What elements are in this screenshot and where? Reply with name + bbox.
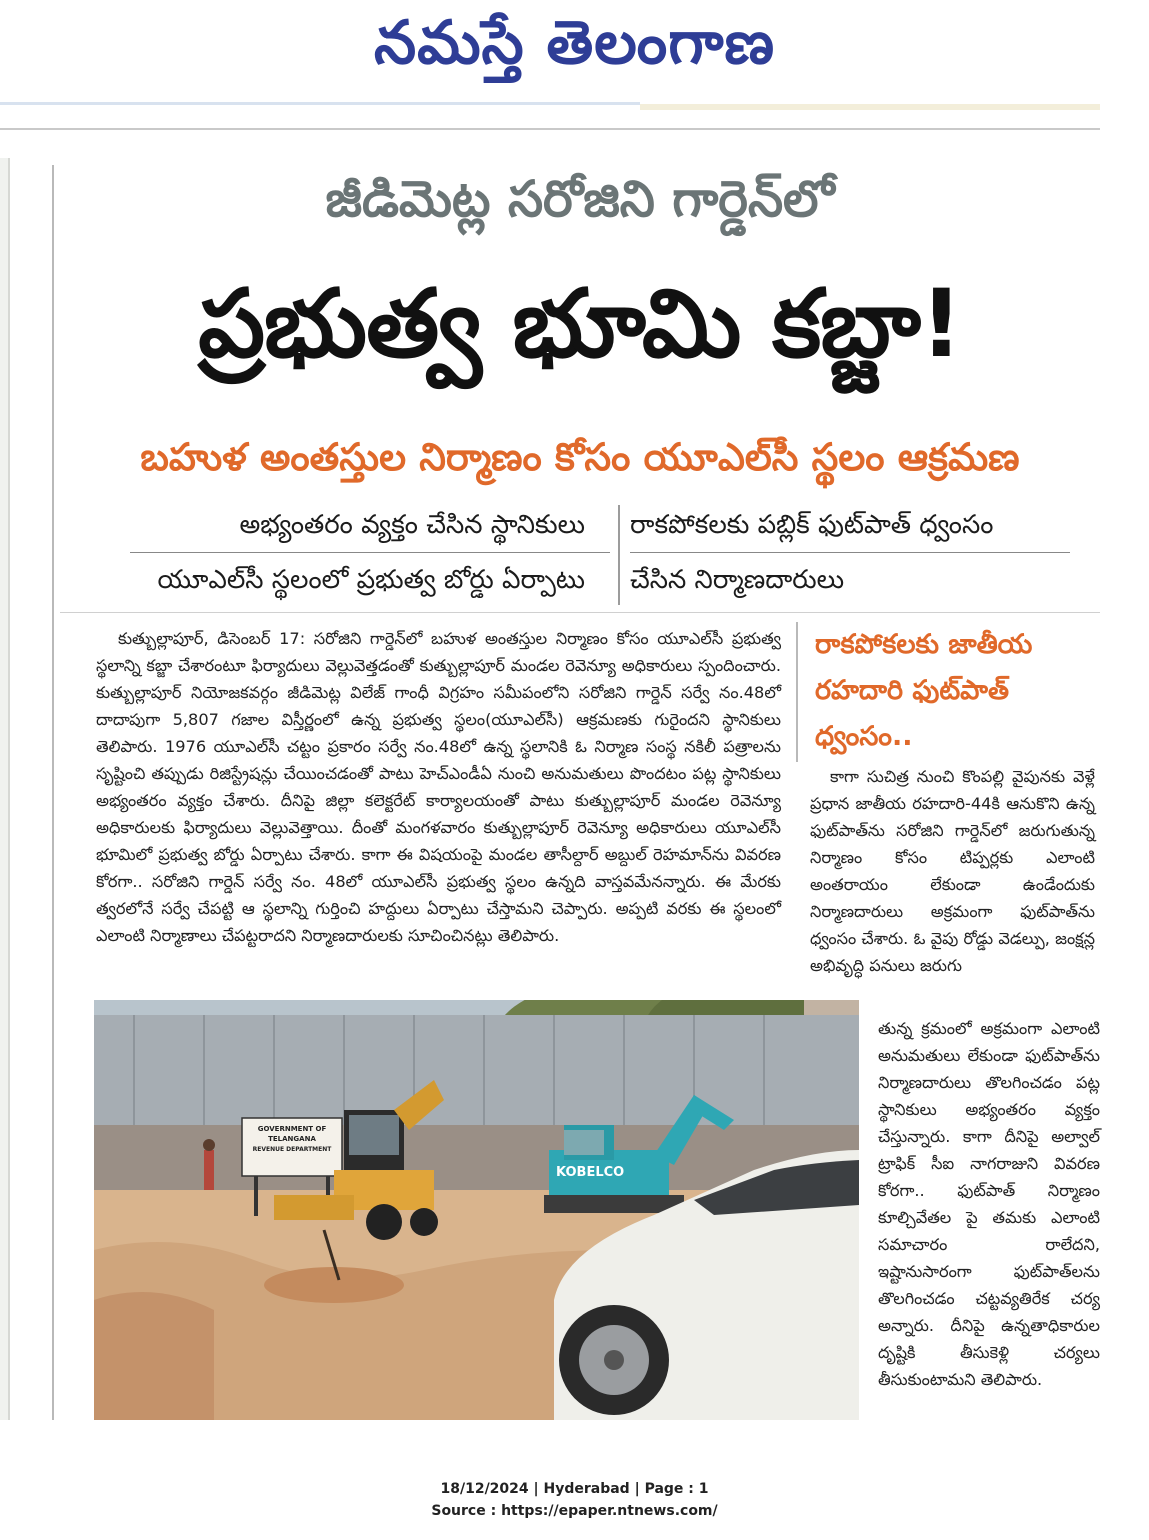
article-body: [96, 625, 781, 949]
divider: [60, 612, 1100, 613]
article-paragraph: కుత్బుల్లాపూర్, డిసెంబర్ 17: సరోజిని గార్డెన్‌లో బహుళ అంతస్తుల నిర్మాణం కోసం యూఎల్‌సీ ప్రభుత్వ స్థలాన్ని కబ్జా చేశారంటూ ఫిర్యాదులు వెల్లువెత్తడంతో కుత్బుల్లాపూర్ మండల రెవెన్యూ అధికారులు స్పందించారు. కుత్బుల్లాపూర్ నియోజకవర్గం జీడిమెట్ల విలేజ్ గాంధీ విగ్రహం సమీపంలోని సరోజిని గార్డెన్ సర్వే నం.48లో దాదాపుగా 5,807 గజాల విస్తీర్ణంలో ఉన్న ప్రభుత్వ స్థలం(యూఎల్‌సీ) ఆక్రమణకు గురైందని స్థానికులు తెలిపారు. 1976 యూఎల్‌సీ చట్టం ప్రకారం సర్వే నం.48లో ఉన్న స్థలానికి ఓ నిర్మాణ సంస్థ నకిలీ పత్రాలను సృష్టించి తప్పుడు రిజిస్ట్రేషన్లు చేయించడంతో పాటు హెచ్ఎండీఏ నుంచి అనుమతులు పొందటం పట్ల స్థానికులు అభ్యంతరం వ్యక్తం చేశారు. దీనిపై జిల్లా కలెక్టరేట్ కార్యాలయంతో పాటు కుత్బుల్లాపూర్ మండల రెవెన్యూ అధికారులకు ఫిర్యాదులు వెల్లువెత్తాయి. దీంతో మంగళవారం కుత్బుల్లాపూర్ రెవెన్యూ అధికారులు యూఎల్‌సీ భూమిలో ప్రభుత్వ బోర్డు ఏర్పాటు చేశారు. కాగా ఈ విషయంపై మండల తాసీల్దార్ అబ్దుల్ రెహమాన్‌ను వివరణ కోరగా.. సరోజిని గార్డెన్ సర్వే నం. 48లో యూఎల్‌సీ ప్రభుత్వ స్థలం ఉన్నది వాస్తవమేనన్నారు. ఈ మేరకు త్వరలోనే సర్వే చేపట్టి ఆ స్థలాన్ని గుర్తించి హద్దులు ఏర్పాటు చేస్తామని చెప్పారు. అప్పటి వరకు ఈ స్థలంలో ఎలాంటి నిర్మాణాలు చేపట్టరాదని నిర్మాణదారులకు సూచించినట్లు తెలిపారు.: [96, 629, 781, 945]
edition-info: 18/12/2024 | Hyderabad | Page : 1: [440, 1481, 709, 1497]
article-headline: ప్రభుత్వ భూమి కబ్జా!: [198, 270, 962, 379]
highlight-point: అభ్యంతరం వ్యక్తం చేసిన స్థానికులు: [239, 510, 585, 540]
sidebar-title-line: రహదారి ఫుట్‌పాత్: [815, 675, 1010, 706]
board-line: REVENUE DEPARTMENT: [252, 1146, 332, 1153]
board-line: TELANGANA: [268, 1135, 316, 1143]
sidebar-title-line: ధ్వంసం..: [815, 721, 913, 752]
highlight-point: చేసిన నిర్మాణదారులు: [630, 565, 845, 595]
highlight-point: యూఎల్‌సీ స్థలంలో ప్రభుత్వ బోర్డు ఏర్పాటు: [157, 565, 585, 595]
masthead-rule-accent: [640, 104, 1100, 110]
source-link[interactable]: Source : https://epaper.ntnews.com/: [431, 1503, 718, 1519]
article-subhead: బహుళ అంతస్తుల నిర్మాణం కోసం యూఎల్‌సీ స్థలం ఆక్రమణ: [140, 435, 1020, 479]
sidebar-rule: [796, 622, 798, 762]
divider: [630, 552, 1070, 553]
highlight-point: రాకపోకలకు పబ్లిక్ ఫుట్‌పాత్ ధ్వంసం: [630, 510, 994, 540]
sidebar-body-continued: [878, 1015, 1100, 1393]
excavator-brand: KOBELCO: [556, 1165, 625, 1180]
page-edge-line: [8, 158, 10, 1420]
masthead: [0, 0, 1149, 130]
news-photo: [94, 1000, 859, 1420]
article-kicker: జీడిమెట్ల సరోజిని గార్డెన్‌లో: [325, 170, 835, 228]
sidebar-title-line: రాకపోకలకు జాతీయ: [815, 629, 1033, 660]
board-line: GOVERNMENT OF: [257, 1125, 327, 1133]
masthead-rule: [0, 102, 640, 105]
masthead-divider: [0, 128, 1100, 130]
sidebar-paragraph: తున్న క్రమంలో అక్రమంగా ఎలాంటి అనుమతులు లేకుండా ఫుట్‌పాత్‌ను నిర్మాణదారులు తొలగించడం పట్ల స్థానికులు అభ్యంతరం వ్యక్తం చేస్తున్నారు. కాగా దీనిపై అల్వాల్ ట్రాఫిక్ సీఐ నాగరాజుని వివరణ కోరగా.. ఫుట్‌పాత్ నిర్మాణం కూల్చివేతల పై తమకు ఎలాంటి సమాచారం రాలేదని, ఇష్టానుసారంగా ఫుట్‌పాత్‌లను తొలగించడం చట్టవ్యతిరేక చర్య అన్నారు. దీనిపై ఉన్నతాధికారుల దృష్టికి తీసుకెళ్లి చర్యలు తీసుకుంటామని తెలిపారు.: [878, 1019, 1100, 1389]
sidebar-heading: [800, 622, 1100, 754]
page-footer: [0, 1478, 1149, 1522]
newspaper-logo: నమస్తే తెలంగాణ: [373, 8, 776, 78]
sidebar-paragraph: కాగా సుచిత్ర నుంచి కొంపల్లి వైపునకు వెళ్లే ప్రధాన జాతీయ రహదారి-44కి ఆనుకొని ఉన్న ఫుట్‌పాత్‌ను సరోజిని గార్డెన్‌లో జరుగుతున్న నిర్మాణం కోసం టిప్పర్లకు ఎలాంటి అంతరాయం లేకుండా ఉండేందుకు నిర్మాణదారులు అక్రమంగా ఫుట్‌పాత్‌ను ధ్వంసం చేశారు. ఓ వైపు రోడ్డు వెడల్పు, జంక్షన్ల అభివృద్ధి పనులు జరుగు: [810, 767, 1095, 975]
highlight-points: [60, 505, 1100, 605]
column-rule: [52, 165, 54, 1420]
divider: [618, 505, 620, 605]
divider: [130, 552, 610, 553]
sidebar-body: [810, 763, 1095, 979]
